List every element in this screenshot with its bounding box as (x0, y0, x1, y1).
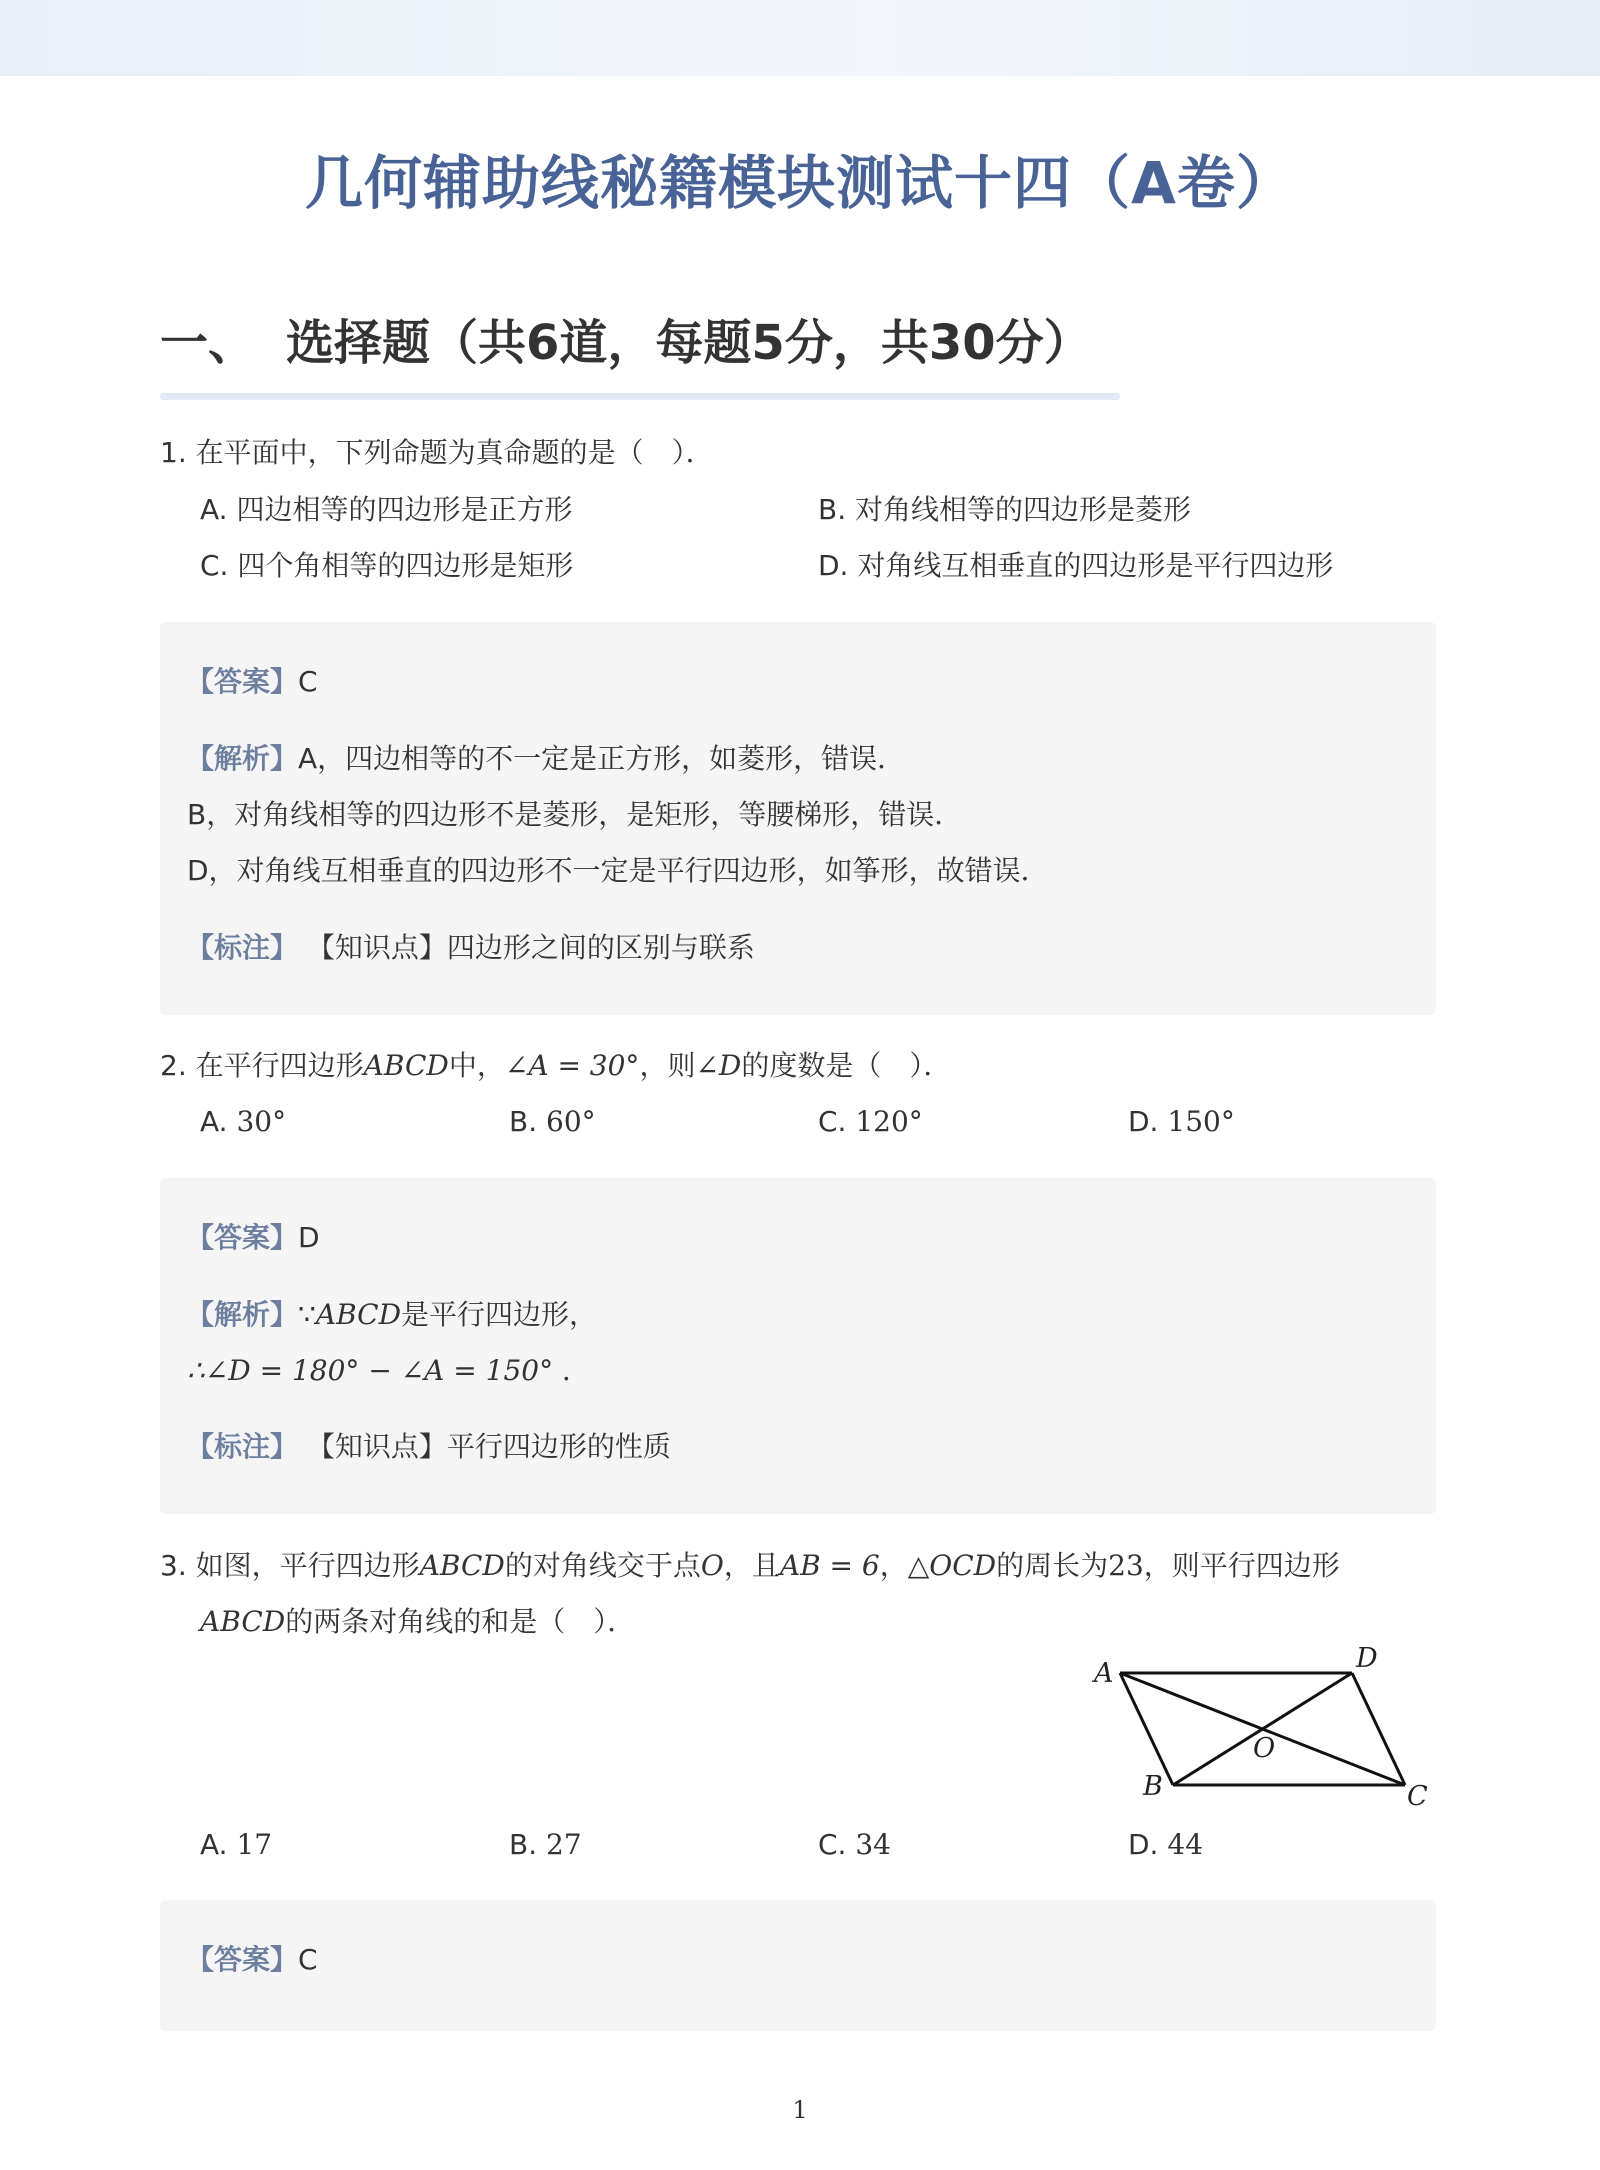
option-letter: C. (200, 549, 229, 582)
question-text: ，则 (639, 1049, 696, 1082)
question-1-answer-box (160, 622, 1436, 1015)
option-text: 150° (1167, 1105, 1235, 1138)
document-title: 几何辅助线秘籍模块测试十四（A卷） (305, 149, 1295, 217)
diagonal-bd (1173, 1673, 1352, 1785)
section-underline (160, 393, 1120, 400)
answer-label: 【答案】 (186, 665, 299, 698)
question-text: 在平行四边形 (195, 1049, 364, 1082)
analysis-line (187, 794, 962, 836)
question-3-option-b (509, 1824, 582, 1866)
question-2-answer-box (160, 1178, 1436, 1514)
question-3-option-d (1128, 1824, 1203, 1866)
vertex-label-o: O (1253, 1733, 1276, 1764)
option-letter: A. (200, 1828, 228, 1861)
note-text: 【知识点】四边形之间的区别与联系 (306, 931, 755, 964)
question-3-stem-line-2 (200, 1601, 635, 1643)
math-expression: ABCD (200, 1605, 286, 1638)
analysis-text: ． (561, 1354, 590, 1387)
option-text: 30° (236, 1105, 287, 1138)
answer-value: C (298, 665, 318, 698)
analysis-line (187, 1350, 590, 1392)
analysis-line (187, 850, 1049, 892)
option-letter: C. (818, 1105, 847, 1138)
question-1-stem (160, 432, 714, 474)
math-expression: ∴∠D = 180° − ∠A = 150° (187, 1354, 554, 1387)
analysis-text: 是平行四边形， (401, 1298, 598, 1331)
option-text: 34 (855, 1828, 891, 1861)
option-text: 120° (855, 1105, 923, 1138)
option-letter: B. (509, 1828, 538, 1861)
option-text: 17 (236, 1828, 273, 1861)
note-label: 【标注】 (186, 931, 299, 964)
note-line (186, 1426, 671, 1468)
math-expression: ∠A = 30° (504, 1049, 640, 1082)
question-text: 在平面中，下列命题为真命题的是（ ）． (195, 436, 714, 469)
question-text: 的对角线交于点 (504, 1549, 701, 1582)
analysis-text: D，对角线互相垂直的四边形不一定是平行四边形，如筝形，故错误． (187, 854, 1049, 887)
math-expression: ABCD (363, 1049, 449, 1082)
header-band (0, 0, 1600, 76)
section-heading (160, 305, 1092, 381)
answer-label: 【答案】 (186, 1221, 299, 1254)
option-letter: C. (818, 1828, 847, 1861)
option-letter: B. (509, 1105, 538, 1138)
analysis-label: 【解析】 (186, 1298, 299, 1331)
answer-line (186, 1939, 318, 1981)
option-text: 44 (1167, 1828, 1204, 1861)
analysis-text: A，四边相等的不一定是正方形，如菱形，错误． (298, 742, 906, 775)
analysis-text: B，对角线相等的四边形不是菱形，是矩形，等腰梯形，错误． (187, 798, 963, 831)
math-expression: ABCD (419, 1549, 505, 1582)
option-letter: D. (1128, 1828, 1159, 1861)
math-expression: ABCD (315, 1298, 402, 1331)
option-text: 四个角相等的四边形是矩形 (237, 549, 574, 582)
vertex-label-d: D (1356, 1643, 1378, 1674)
question-text: 的度数是（ ）． (741, 1049, 952, 1082)
question-1-option-d (818, 545, 1333, 587)
question-2-option-a (200, 1101, 286, 1143)
math-expression: O (700, 1549, 724, 1582)
question-1-option-b (818, 489, 1191, 531)
math-symbol: ∵ (298, 1298, 316, 1331)
answer-label: 【答案】 (186, 1943, 299, 1976)
option-letter: D. (818, 549, 849, 582)
question-2-option-c (818, 1101, 923, 1143)
option-letter: A. (200, 1105, 228, 1138)
option-letter: B. (818, 493, 847, 526)
question-1-option-c (200, 545, 573, 587)
question-2-option-d (1128, 1101, 1235, 1143)
analysis-line (186, 1294, 597, 1336)
answer-value: C (298, 1943, 318, 1976)
question-text: ，且 (723, 1549, 780, 1582)
question-3-stem (160, 1545, 1340, 1587)
question-2-stem (160, 1045, 951, 1087)
section-number: 一、 (160, 315, 257, 371)
question-number: 2. (160, 1049, 187, 1082)
question-number: 3. (160, 1549, 187, 1582)
section-title: 选择题（共6道，每题5分，共30分） (286, 315, 1092, 371)
question-text: ， (879, 1549, 908, 1582)
math-expression: △OCD (907, 1549, 997, 1582)
question-3-option-a (200, 1824, 272, 1866)
question-text: 的两条对角线的和是（ ）． (285, 1605, 636, 1638)
question-3-answer-box (160, 1900, 1436, 2031)
question-text: ，则平行四边形 (1143, 1549, 1340, 1582)
vertex-label-c: C (1407, 1781, 1428, 1812)
answer-line (186, 661, 318, 703)
note-label: 【标注】 (186, 1430, 299, 1463)
question-3-option-c (818, 1824, 891, 1866)
answer-line (186, 1217, 320, 1259)
analysis-label: 【解析】 (186, 742, 299, 775)
option-text: 四边相等的四边形是正方形 (236, 493, 573, 526)
option-letter: A. (200, 493, 228, 526)
page-number: 1 (792, 2096, 808, 2124)
option-text: 对角线相等的四边形是菱形 (855, 493, 1192, 526)
math-number: 23 (1108, 1549, 1144, 1582)
question-1-option-a (200, 489, 572, 531)
math-expression: AB = 6 (779, 1549, 880, 1582)
parallelogram-figure (1080, 1643, 1440, 1823)
vertex-label-a: A (1094, 1658, 1114, 1689)
option-text: 对角线互相垂直的四边形是平行四边形 (857, 549, 1334, 582)
question-text: 中， (448, 1049, 505, 1082)
answer-value: D (298, 1221, 320, 1254)
question-text: 的周长为 (996, 1549, 1109, 1582)
question-text: 如图，平行四边形 (195, 1549, 420, 1582)
note-text: 【知识点】平行四边形的性质 (306, 1430, 671, 1463)
vertex-label-b: B (1143, 1771, 1163, 1802)
option-text: 27 (546, 1828, 582, 1861)
option-text: 60° (546, 1105, 596, 1138)
option-letter: D. (1128, 1105, 1159, 1138)
analysis-line (186, 738, 905, 780)
math-expression: ∠D (695, 1049, 742, 1082)
question-2-option-b (509, 1101, 596, 1143)
question-number: 1. (160, 436, 187, 469)
note-line (186, 927, 755, 969)
